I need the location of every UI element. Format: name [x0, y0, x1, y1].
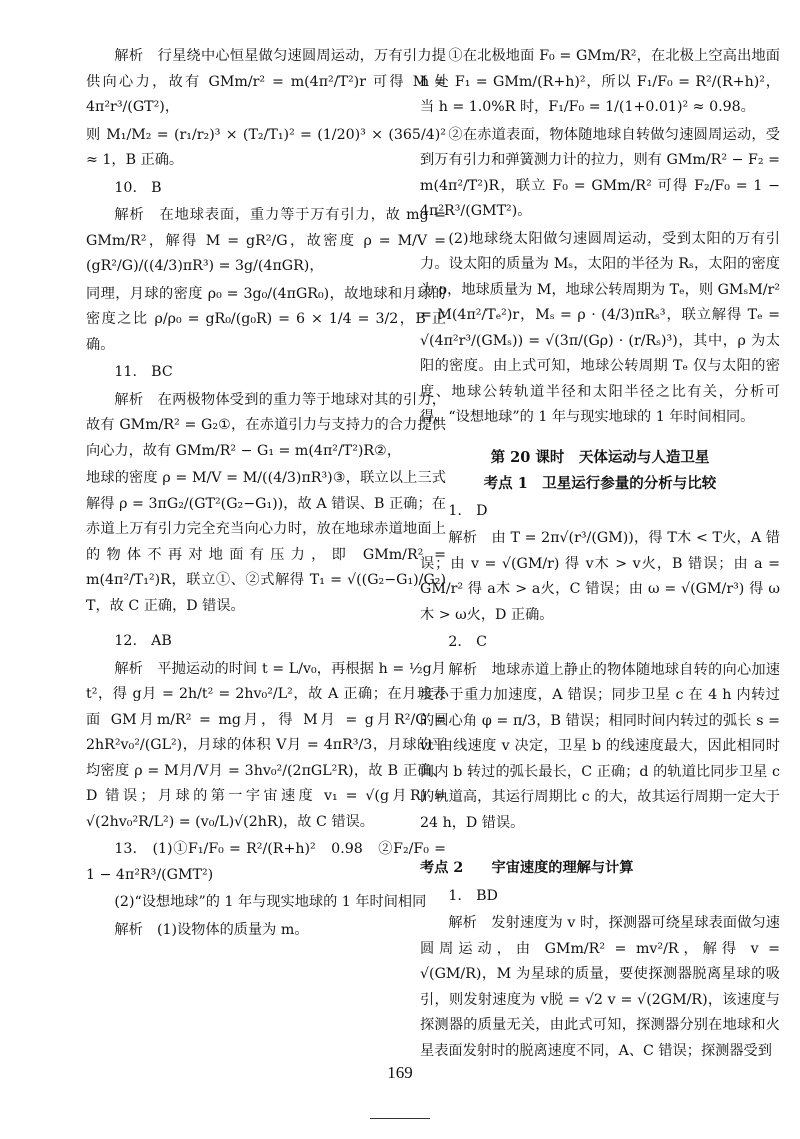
paragraph: 地球的密度 ρ = M/V = M/((4/3)πR³)③，联立以上三式解得 ρ = 3πG₂/(GT²(G₂−G₁))，故 A 错误、B 正确；在赤道上万有引力完全充当向心力时，放在地球赤道地面上的物体不再对地面有压力，即 GMm/R² = m(4π²/T₁²)R，联立①、②式解得 T₁ = √((G₂−G₁)/G₂) T，故 C 正确，D 错误。 [86, 470, 446, 614]
paragraph: 解析 在两极物体受到的重力等于地球对其的引力，故有 GMm/R² = G₂①，在赤道引力与支持力的合力提供向心力，故有 GMm/R² − G₁ = m(4π²/T²)R②， [86, 391, 446, 459]
paragraph: 解析 在地球表面，重力等于万有引力，故 mg = GMm/R²，解得 M = gR²/G，故密度 ρ = M/V = (gR²/G)/((4/3)πR³) = 3g/(4πGR)， [86, 207, 446, 274]
answer-11: 11. BC [114, 364, 173, 380]
topic-heading-2: 考点 2 宇宙速度的理解与计算 [420, 860, 634, 876]
paragraph: 同理，月球的密度 ρ₀ = 3g₀/(4πGR₀)，故地球和月球的密度之比 ρ/ρ₀ = gR₀/(g₀R) = 6 × 1/4 = 3/2，B 正确。 [86, 285, 446, 353]
section-title: 第 20 课时 天体运动与人造卫星 [490, 448, 710, 466]
spacer [420, 838, 780, 852]
answer-2: 2. C [448, 634, 487, 650]
answer-1: 1. D [448, 502, 488, 519]
spacer [86, 621, 446, 627]
paragraph: 则 M₁/M₂ = (r₁/r₂)³ × (T₂/T₁)² = (1/20)³ × (365/4)² ≈ 1，B 正确。 [86, 126, 446, 168]
paragraph: ①在北极地面 F₀ = GMm/R²，在北极上空高出地面 h 处 F₁ = GMm/(R+h)²，所以 F₁/F₀ = R²/(R+h)²，当 h = 1.0%R 时，F₁/F₀ = 1/(1+0.01)² ≈ 0.98。 [420, 48, 780, 115]
paragraph: ②在赤道表面，物体随地球自转做匀速圆周运动，受到万有引力和弹簧测力计的拉力，则有 GMm/R² − F₂ = m(4π²/T²)R，联立 F₀ = GMm/R² 可得 F₂/F₀ = 1 − 4π²R³/(GMT²)。 [420, 126, 780, 219]
footer-rule [370, 1118, 430, 1119]
left-column [86, 44, 446, 945]
paragraph: 解析 平抛运动的时间 t = L/v₀，再根据 h = ½g月t²，得 g月 = 2h/t² = 2hv₀²/L²，故 A 正确；在月球表面 GM月m/R² = mg月，得 M月 = g月R²/G = 2hR²v₀²/(GL²)，月球的体积 V月 = 4πR³/3，月球的平均密度 ρ = M月/V月 = 3hv₀²/(2πGL²R)，故 B 正确、D 错误；月球的第一宇宙速度 v₁ = √(g月R) = √(2hv₀²R/L²) = (v₀/L)√(2hR)，故 C 错误。 [86, 660, 446, 830]
paragraph: 解析 由 T = 2π√(r³/(GM))，得 T木 < T火，A 错误；由 v = √(GM/r) 得 v木 > v火，B 错误；由 a = GM/r² 得 a木 > a火，C 错误；由 ω = √(GM/r³) 得 ω木 > ω火，D 正确。 [420, 530, 780, 623]
topic-heading-1: 考点 1 卫星运行参量的分析与比较 [483, 474, 717, 492]
answer-13: 13. (1)①F₁/F₀ = R²/(R+h)² 0.98 ②F₂/F₀ = 1 − 4π²R³/(GMT²) [86, 841, 446, 883]
page-number: 169 [387, 1063, 413, 1082]
answer-12: 12. AB [114, 633, 172, 649]
answer-b1: 1. BD [448, 887, 498, 904]
paragraph: 解析 地球赤道上静止的物体随地球自转的向心加速度小于重力加速度，A 错误；同步卫星 c 在 4 h 内转过的圆心角 φ = π/3，B 错误；相同时间内转过的弧长 s = vt 由线速度 v 决定，卫星 b 的线速度最大，因此相同时间内 b 转过的弧长最长，C 正确；d 的轨道比同步卫星 c 的轨道高，其运行周期比 c 的大，故其运行周期一定大于 24 h，D 错误。 [420, 661, 780, 831]
paragraph: (2)地球绕太阳做匀速圆周运动，受到太阳的万有引力。设太阳的质量为 Mₛ，太阳的半径为 Rₛ，太阳的密度为 ρ，地球质量为 M，地球公转周期为 Tₑ，则 GMₛM/r² = M(4π²/Tₑ²)r，Mₛ = ρ · (4/3)πRₛ³，联立解得 Tₑ = √(4π²r³/(GMₛ)) = √(3π/(Gρ) · (r/Rₛ)³)，其中，ρ 为太阳的密度。由上式可知，地球公转周期 Tₑ 仅与太阳的密度、地球公转轨道半径和太阳半径之比有关，分析可得，“设想地球”的 1 年与现实地球的 1 年时间相同。 [420, 230, 780, 425]
paragraph: 解析 发射速度为 v 时，探测器可绕星球表面做匀速圆周运动，由 GMm/R² = mv²/R，解得 v = √(GM/R)，M 为星球的质量，要使探测器脱离星球的吸引，则发射速度为 v脱 = √2 v = √(2GM/R)，该速度与探测器的质量无关，由此式可知，探测器分别在地球和火星表面发射时的脱离速度不同，A、C 错误；探测器受到 [420, 915, 780, 1059]
right-column [420, 44, 780, 1066]
paragraph: 解析 (1)设物体的质量为 m。 [114, 921, 309, 938]
answer-10: 10. B [114, 179, 162, 196]
paragraph: 解析 行星绕中心恒星做匀速圆周运动，万有引力提供向心力，故有 GMm/r² = m(4π²/T²)r 可得 M = 4π²r³/(GT²)， [86, 48, 446, 115]
paragraph: (2)“设想地球”的 1 年与现实地球的 1 年时间相同 [114, 894, 427, 910]
